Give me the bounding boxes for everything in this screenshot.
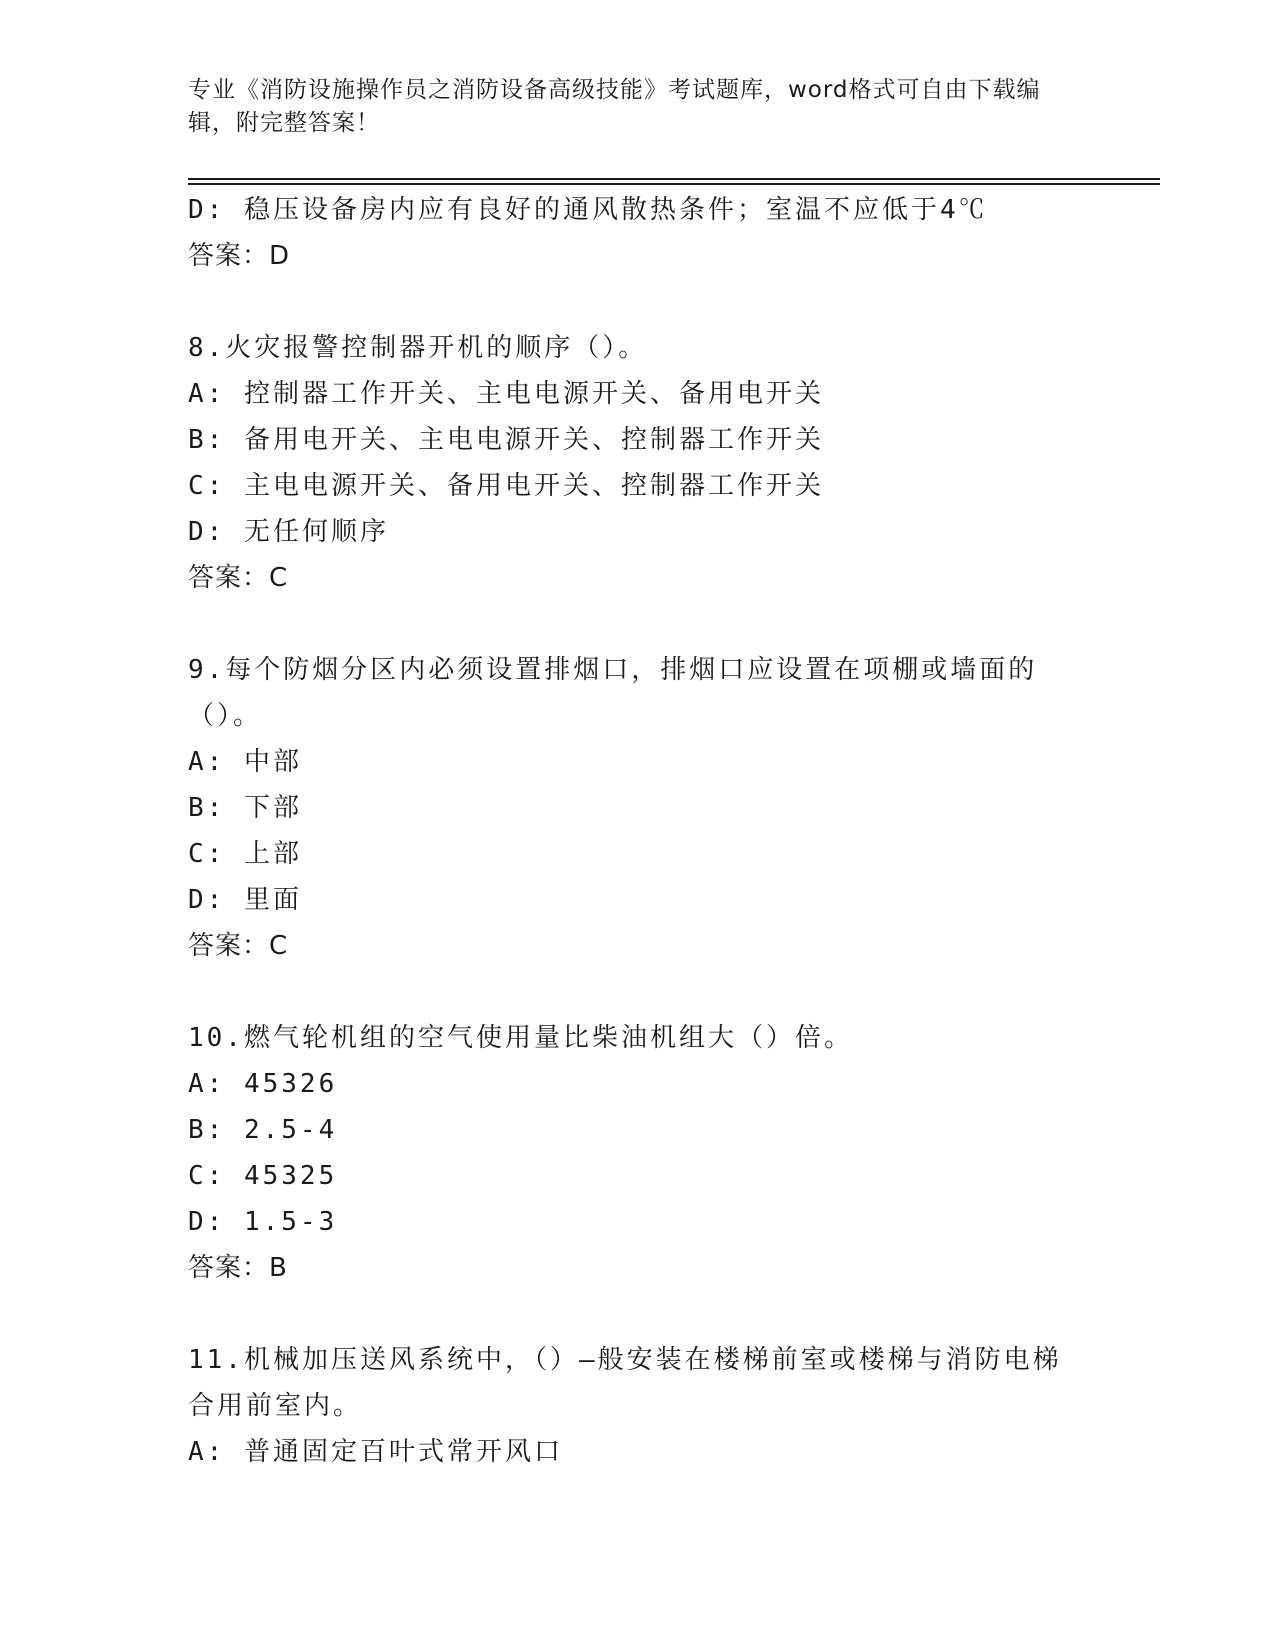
prev-option-d: D: 稳压设备房内应有良好的通风散热条件；室温不应低于4℃ bbox=[188, 195, 988, 225]
question-text: 8.火灾报警控制器开机的顺序（）。 bbox=[188, 333, 648, 363]
document-header: 专业《消防设施操作员之消防设备高级技能》考试题库，word格式可自由下载编辑，附完整答案！ bbox=[188, 77, 1041, 136]
answer: 答案：C bbox=[188, 931, 289, 961]
question-11 bbox=[188, 1337, 1088, 1475]
option-a: A: 中部 bbox=[188, 747, 302, 777]
question-text: 11.机械加压送风系统中，（）—般安装在楼梯前室或楼梯与消防电梯合用前室内。 bbox=[188, 1345, 1062, 1421]
header-rule-bottom bbox=[188, 183, 1160, 185]
option-a: A: 普通固定百叶式常开风口 bbox=[188, 1437, 563, 1467]
question-text: 9.每个防烟分区内必须设置排烟口，排烟口应设置在项棚或墙面的（）。 bbox=[188, 655, 1038, 731]
option-d: D: 1.5-3 bbox=[188, 1207, 338, 1237]
question-text: 10.燃气轮机组的空气使用量比柴油机组大（）倍。 bbox=[188, 1023, 853, 1053]
option-c: C: 主电电源开关、备用电开关、控制器工作开关 bbox=[188, 471, 824, 501]
question-9 bbox=[188, 647, 1088, 969]
question-list bbox=[188, 187, 1088, 1475]
question-10 bbox=[188, 1015, 1088, 1291]
option-a: A: 控制器工作开关、主电电源开关、备用电开关 bbox=[188, 379, 824, 409]
option-c: C: 上部 bbox=[188, 839, 302, 869]
option-c: C: 45325 bbox=[188, 1161, 338, 1191]
option-d: D: 无任何顺序 bbox=[188, 517, 389, 547]
option-b: B: 下部 bbox=[188, 793, 302, 823]
prev-answer: 答案：D bbox=[188, 241, 291, 271]
option-d: D: 里面 bbox=[188, 885, 302, 915]
answer: 答案：C bbox=[188, 563, 289, 593]
option-a: A: 45326 bbox=[188, 1069, 338, 1099]
option-b: B: 备用电开关、主电电源开关、控制器工作开关 bbox=[188, 425, 824, 455]
header-rule-top bbox=[188, 178, 1160, 180]
option-b: B: 2.5-4 bbox=[188, 1115, 338, 1145]
question-8 bbox=[188, 325, 1088, 601]
answer: 答案：B bbox=[188, 1253, 288, 1283]
